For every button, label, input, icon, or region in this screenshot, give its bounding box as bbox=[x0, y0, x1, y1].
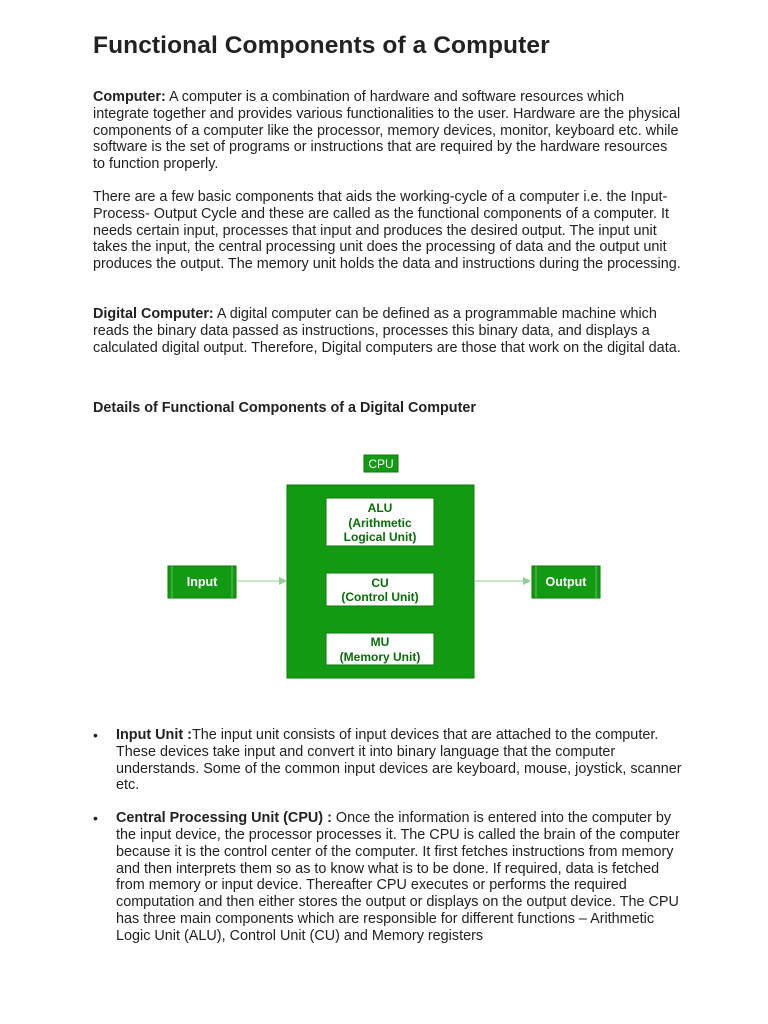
page-title: Functional Components of a Computer bbox=[93, 32, 550, 59]
alu-line-1: ALU bbox=[367, 501, 393, 515]
alu-line-2: (Arithmetic bbox=[348, 516, 412, 530]
list-item-text: Once the information is entered into the computer by the input device, the processor processes it. The CPU is called the brain of the computer because it is the control center of the computer. It first fetches instructions from memory and then interprets them so as to know what is to be done. If required, data is fetched from memory or input device. Thereafter CPU executes or performs the required computation and then either stores the output or displays on the output device. The CPU has three main components which are responsible for different functions – Arithmetic Logic Unit (ALU), Control Unit (CU) and Memory registers bbox=[116, 810, 680, 944]
list-item-label: Input Unit : bbox=[116, 727, 192, 743]
input-box bbox=[168, 566, 236, 598]
intro-text: A computer is a combination of hardware and software resources which integrate together and provides various functionalities to the user. Hardware are the physical components of a computer like the processor, memory devices, monitor, keyboard etc. while software is the set of programs or instructions that are required by the hardware resources to function properly. bbox=[93, 89, 681, 173]
components-list bbox=[93, 727, 683, 945]
bullet-dot-icon: • bbox=[93, 727, 98, 743]
list-item-text: The input unit consists of input devices that are attached to the computer. These devices take input and convert it into binary language that the computer understands. Some of the common input devices are keyboard, mouse, joystick, scanner etc. bbox=[116, 727, 682, 794]
cu-line-2: (Control Unit) bbox=[341, 590, 419, 604]
intro-label: Computer: bbox=[93, 89, 166, 105]
input-label: Input bbox=[186, 575, 218, 589]
mu-line-1: MU bbox=[370, 635, 390, 649]
list-item-label: Central Processing Unit (CPU) : bbox=[116, 810, 332, 827]
cu-box bbox=[326, 573, 434, 606]
output-label: Output bbox=[545, 575, 587, 589]
cpu-label-box bbox=[364, 455, 398, 472]
mu-box bbox=[326, 633, 434, 665]
alu-line-3: Logical Unit) bbox=[343, 530, 417, 544]
cpu-label: CPU bbox=[368, 457, 394, 471]
cu-line-1: CU bbox=[371, 576, 389, 590]
bullet-dot-icon: • bbox=[93, 810, 98, 827]
alu-box bbox=[326, 498, 434, 546]
mu-line-2: (Memory Unit) bbox=[339, 650, 421, 664]
output-box bbox=[532, 566, 600, 598]
list-item-input-unit bbox=[93, 727, 683, 794]
components-paragraph: There are a few basic components that aids the working-cycle of a computer i.e. the Input- Process- Output Cycle and these are called as the functional components of a computer. It needs certain input, processes that input and produces the desired output. The input unit takes the input, the central processing unit does the processing of data and the output unit produces the output. The memory unit holds the data and instructions during the processing. bbox=[93, 189, 681, 273]
list-item-cpu bbox=[93, 810, 683, 944]
diagram-heading: Details of Functional Components of a Digital Computer bbox=[93, 400, 476, 416]
digital-text: A digital computer can be defined as a programmable machine which reads the binary data passed as instructions, processes this binary data, and displays a calculated digital output. Therefore, Digital computers are those that work on the digital data. bbox=[93, 306, 681, 356]
digital-label: Digital Computer: bbox=[93, 306, 214, 322]
